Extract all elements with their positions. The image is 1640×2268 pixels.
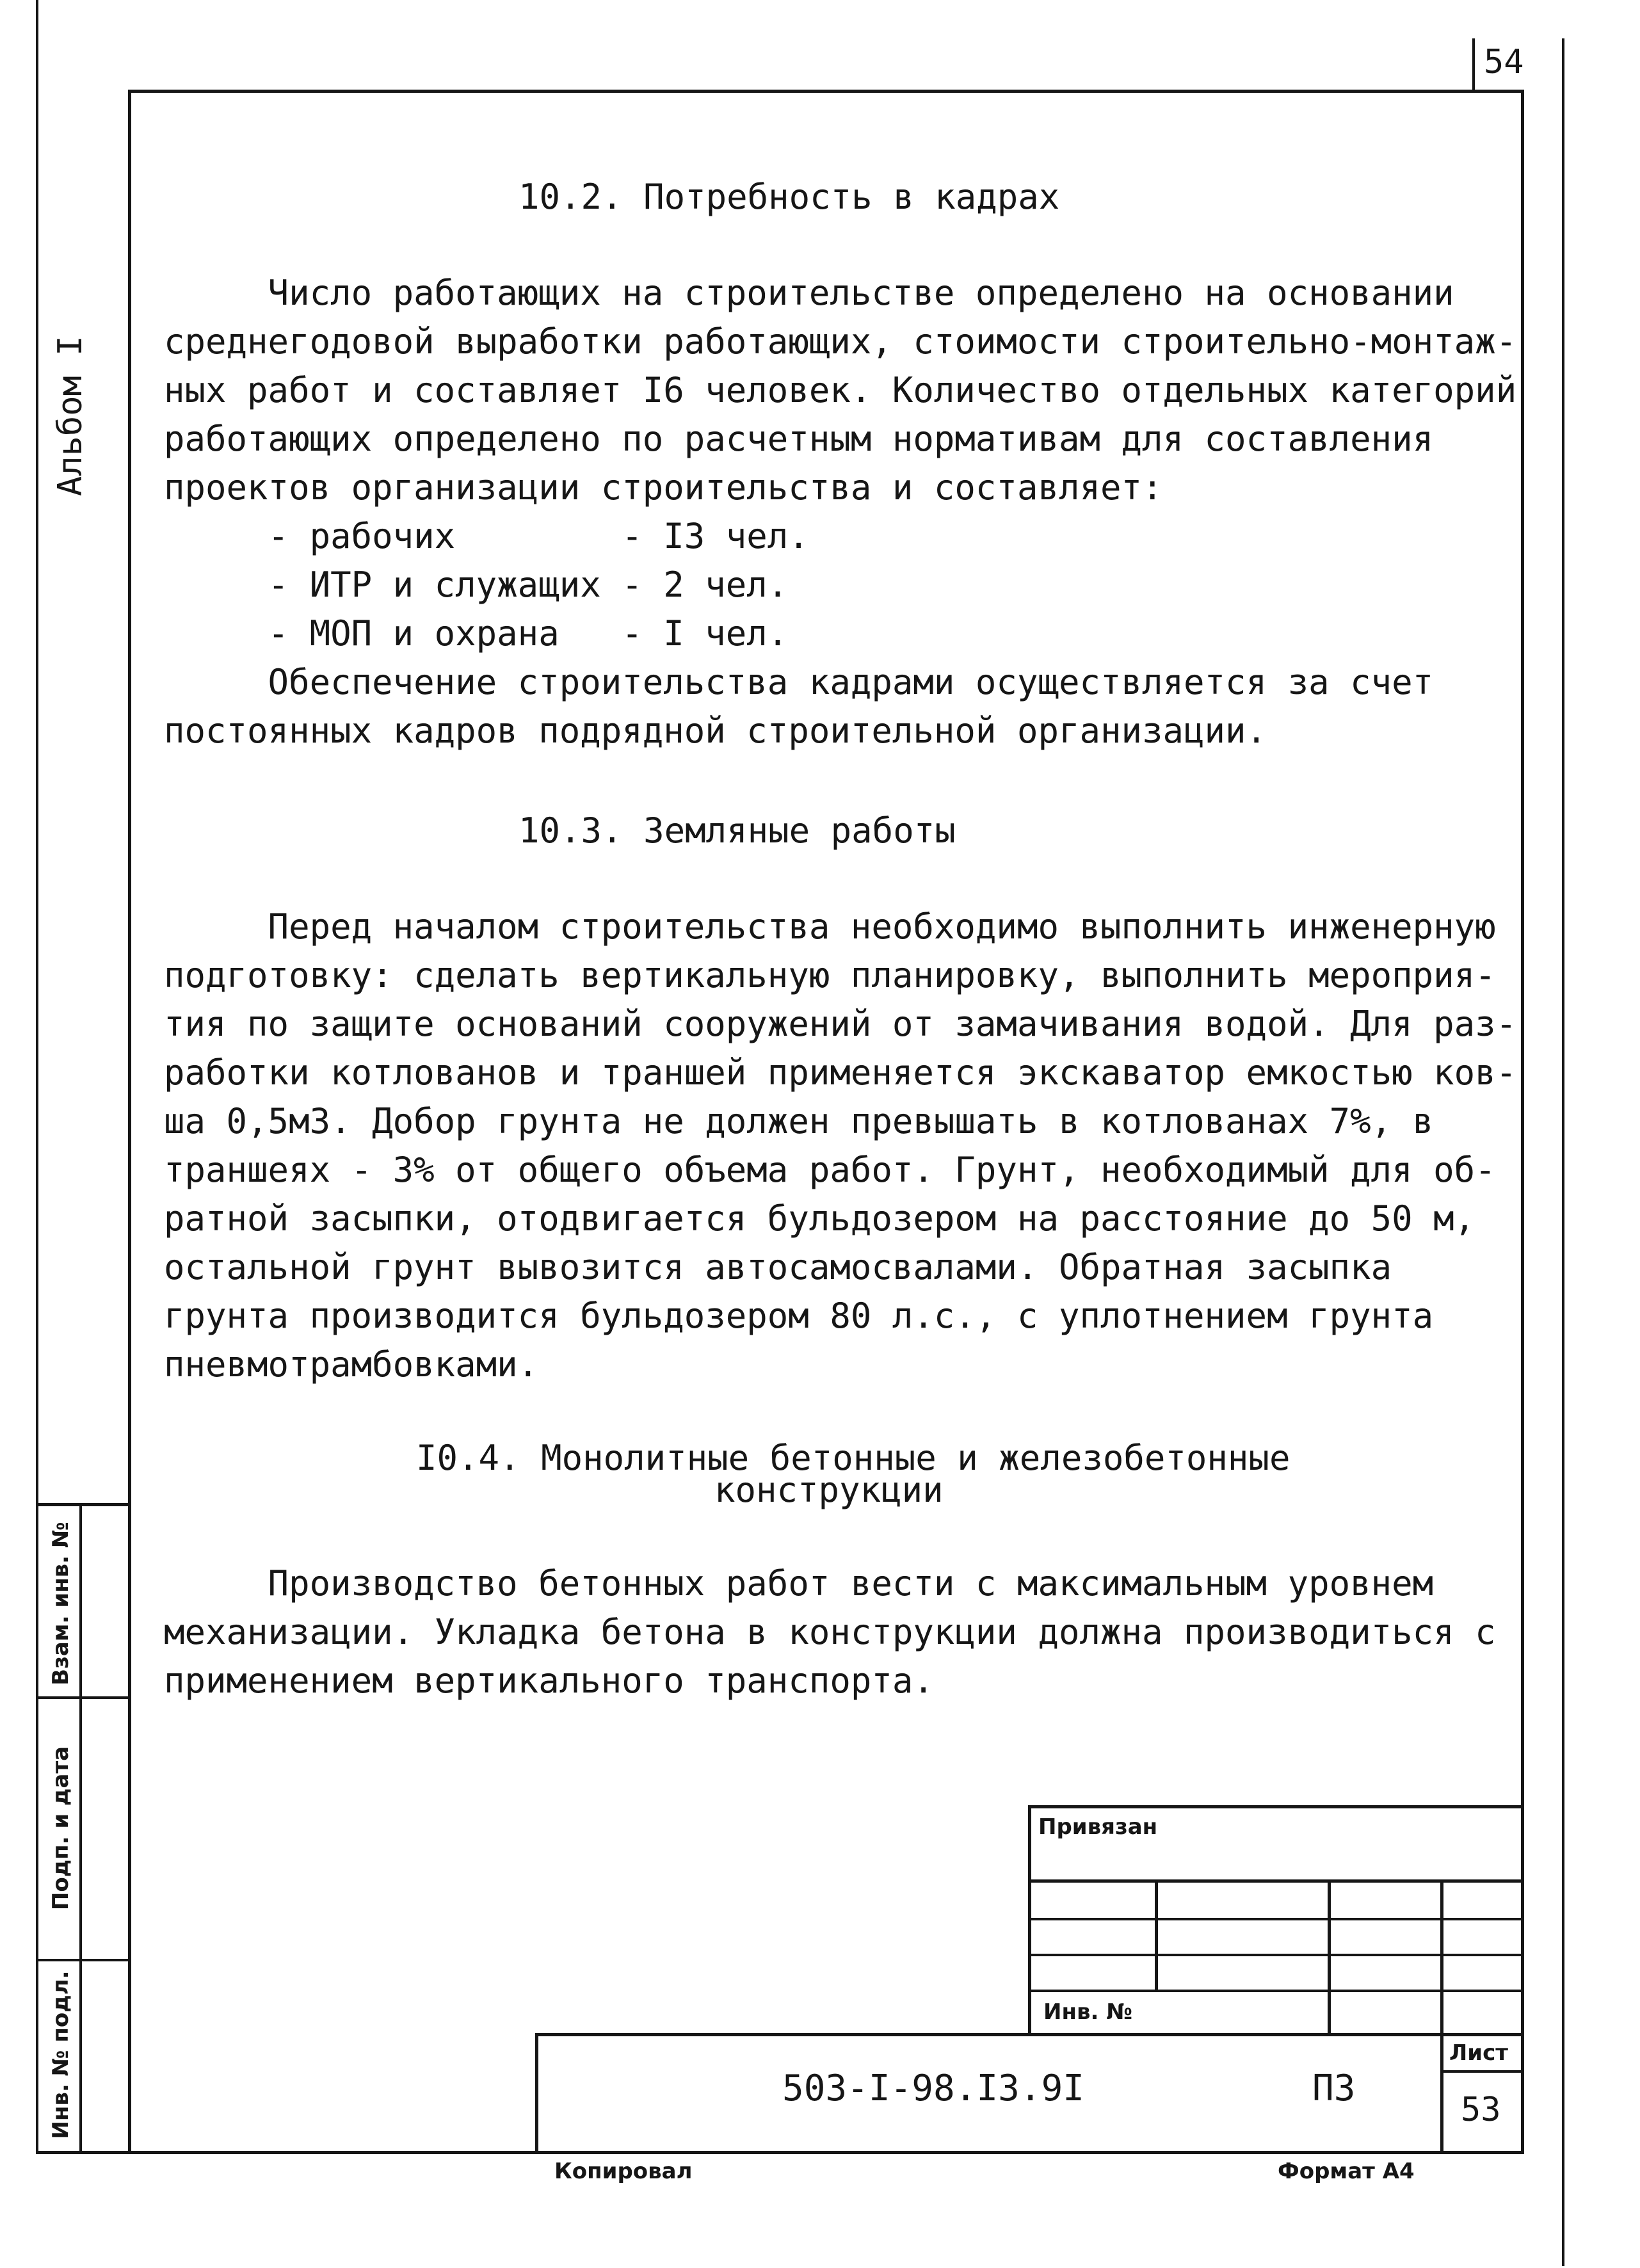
section-10-3-line-6: траншеях - 3% от общего объема работ. Грунт, необходимый для об-	[164, 1150, 1496, 1190]
section-10-3-line-4: работки котлованов и траншей применяется экскаватор емкостью ков-	[164, 1052, 1517, 1093]
stamp-upper-left	[1028, 1805, 1031, 2036]
stamp-doc-type: ПЗ	[1312, 2068, 1356, 2109]
stamp-inv-label: Инв. №	[1043, 1999, 1133, 2025]
stamp-upper-row-1	[1028, 1879, 1524, 1883]
stamp-sheet-label: Лист	[1449, 2040, 1508, 2066]
left-margin-line	[36, 0, 38, 2154]
section-10-3-line-1: Перед началом строительства необходимо выполнить инженерную	[164, 906, 1496, 947]
section-10-2-line-3: ных работ и составляет I6 человек. Количество отдельных категорий	[164, 370, 1517, 410]
footer-format: Формат А4	[1278, 2159, 1415, 2184]
album-label: Альбом I	[51, 335, 90, 496]
frame-top	[128, 90, 1523, 93]
section-10-4-line-3: применением вертикального транспорта.	[164, 1661, 934, 1701]
section-10-2-heading: 10.2. Потребность в кадрах	[519, 177, 1060, 217]
stamp-doc-code: 503-I-98.I3.9I	[782, 2068, 1085, 2109]
section-10-3-line-10: пневмотрамбовками.	[164, 1344, 539, 1385]
footer-copied: Копировал	[554, 2159, 693, 2184]
section-10-3-line-2: подготовку: сделать вертикальную планировку, выполнить мероприя-	[164, 955, 1496, 995]
section-10-2-list-item-2: - ИТР и служащих - 2 чел.	[164, 565, 789, 605]
stamp-sheet-col	[1440, 2033, 1443, 2154]
section-10-3-line-3: тия по защите оснований сооружений от замачивания водой. Для раз-	[164, 1004, 1517, 1044]
frame-left	[128, 90, 131, 2154]
section-10-2-closing-2: постоянных кадров подрядной строительной организации.	[164, 711, 1267, 751]
stamp-upper-top	[1028, 1805, 1524, 1808]
page-number: 54	[1484, 43, 1524, 81]
section-10-2-line-4: работающих определено по расчетным нормативам для составления	[164, 419, 1434, 459]
section-10-2-list-item-3: - МОП и охрана - I чел.	[164, 613, 789, 654]
page-number-box-left	[1472, 38, 1475, 93]
stamp-upper-row-3	[1028, 1954, 1524, 1956]
section-10-3-line-7: ратной засыпки, отодвигается бульдозером на расстояние до 50 м,	[164, 1198, 1475, 1239]
frame-right	[1521, 90, 1524, 2154]
right-margin-line	[1562, 38, 1564, 2266]
stamp-linked-label: Привязан	[1038, 1814, 1158, 1840]
section-10-3-line-8: остальной грунт вывозится автосамосвалами. Обратная засыпка	[164, 1247, 1392, 1287]
side-stamp-podp-data: Подп. и дата	[48, 1746, 74, 1911]
section-10-2-line-5: проектов организации строительства и составляет:	[164, 467, 1163, 508]
stamp-sheet-number: 53	[1461, 2091, 1501, 2129]
section-10-3-heading: 10.3. Земляные работы	[519, 810, 956, 851]
stamp-upper-col-1	[1155, 1879, 1158, 1992]
section-10-2-closing-1: Обеспечение строительства кадрами осуществляется за счет	[164, 662, 1434, 702]
section-10-2-line-2: среднегодовой выработки работающих, стоимости строительно-монтаж-	[164, 321, 1517, 362]
stamp-upper-col-2	[1328, 1879, 1331, 2036]
stamp-upper-row-2	[1028, 1918, 1524, 1920]
stamp-sheet-row	[1440, 2070, 1524, 2073]
section-10-3-line-5: ша 0,5м3. Добор грунта не должен превышать в котлованах 7%, в	[164, 1101, 1434, 1141]
side-stamp-top	[36, 1503, 131, 1506]
frame-bottom	[36, 2151, 1524, 2154]
stamp-upper-col-3	[1440, 1879, 1443, 2036]
section-10-4-line-2: механизации. Укладка бетона в конструкции должна производиться с	[164, 1612, 1496, 1652]
stamp-upper-row-4	[1028, 1990, 1524, 1992]
section-10-4-line-1: Производство бетонных работ вести с максимальным уровнем	[164, 1563, 1434, 1604]
section-10-2-list-item-1: - рабочих - I3 чел.	[164, 516, 809, 556]
side-stamp-vzam-inv: Взам. инв. №	[48, 1522, 74, 1685]
section-10-4-heading-line-1: I0.4. Монолитные бетонные и железобетонные	[416, 1438, 1290, 1478]
stamp-main-left	[535, 2033, 538, 2154]
section-10-4-heading-line-2: конструкции	[714, 1470, 944, 1510]
side-stamp-inv-podl: Инв. № подл.	[48, 1970, 74, 2139]
section-10-3-line-9: грунта производится бульдозером 80 л.с., с уплотнением грунта	[164, 1296, 1434, 1336]
section-10-2-line-1: Число работающих на строительстве определено на основании	[164, 273, 1454, 313]
stamp-main-top	[535, 2033, 1524, 2036]
